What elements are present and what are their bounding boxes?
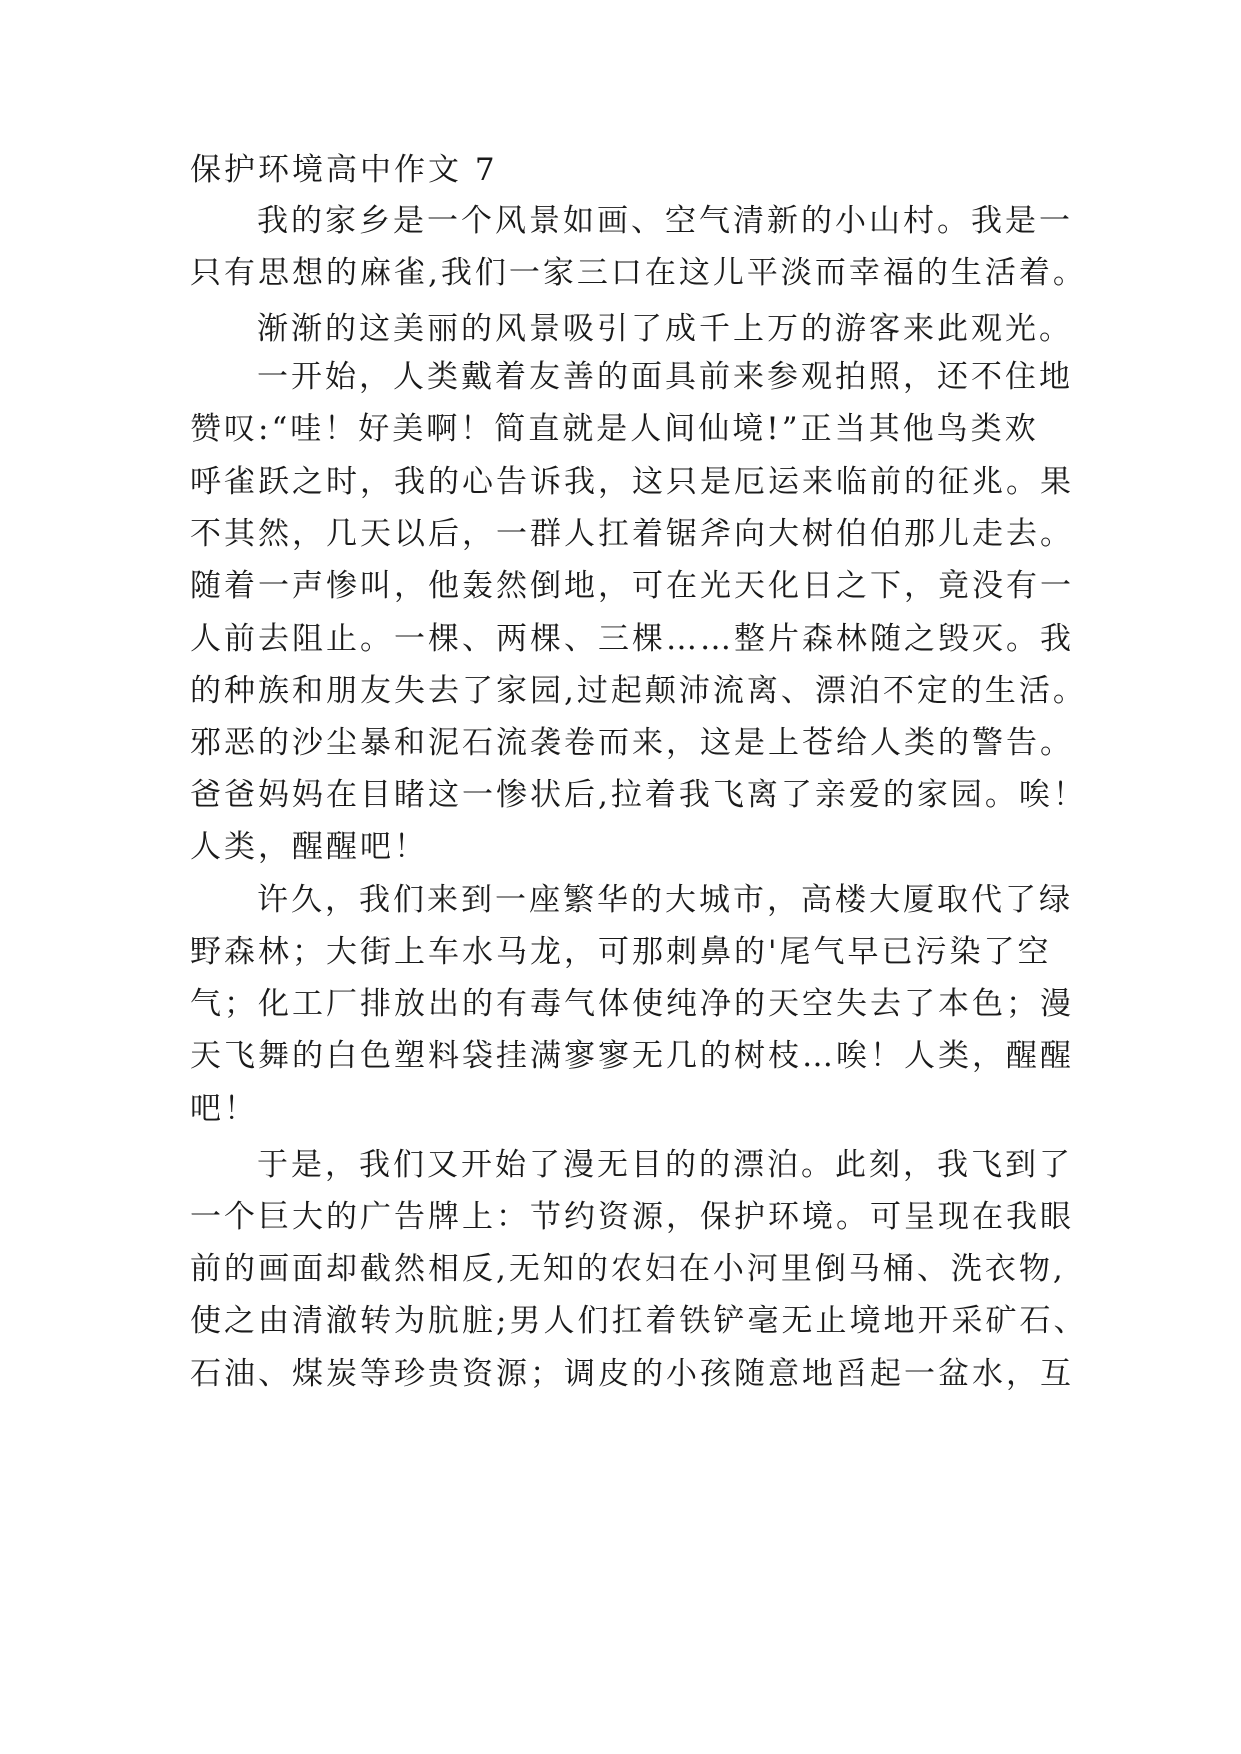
text-line: 随着一声惨叫，他轰然倒地，可在光天化日之下，竟没有一	[190, 568, 1074, 604]
text-line: 不其然，几天以后，一群人扛着锯斧向大树伯伯那儿走去。	[190, 516, 1074, 552]
text-line: 我的家乡是一个风景如画、空气清新的小山村。我是一	[257, 203, 1073, 239]
text-line: 于是，我们又开始了漫无目的的漂泊。此刻，我飞到了	[257, 1147, 1073, 1183]
text-line: 使之由清澈转为肮脏;男人们扛着铁铲毫无止境地开采矿石、	[190, 1303, 1088, 1339]
text-line: 许久，我们来到一座繁华的大城市，高楼大厦取代了绿	[257, 882, 1073, 918]
text-line: 呼雀跃之时，我的心告诉我，这只是厄运来临前的征兆。果	[190, 464, 1074, 500]
text-line: 吧！	[190, 1091, 258, 1127]
text-line: 石油、煤炭等珍贵资源；调皮的小孩随意地舀起一盆水，互	[190, 1356, 1074, 1392]
text-line: 一开始，人类戴着友善的面具前来参观拍照，还不住地	[257, 359, 1073, 395]
text-line: 人前去阻止。一棵、两棵、三棵……整片森林随之毁灭。我	[190, 621, 1074, 657]
text-line: 天飞舞的白色塑料袋挂满寥寥无几的树枝…唉！人类，醒醒	[190, 1038, 1074, 1074]
text-line: 前的画面却截然相反,无知的农妇在小河里倒马桶、洗衣物,	[190, 1251, 1066, 1287]
text-line: 的种族和朋友失去了家园,过起颠沛流离、漂泊不定的生活。	[190, 673, 1087, 709]
text-line: 一个巨大的广告牌上：节约资源，保护环境。可呈现在我眼	[190, 1199, 1074, 1235]
text-line: 气；化工厂排放出的有毒气体使纯净的天空失去了本色；漫	[190, 986, 1074, 1022]
text-line: 人类，醒醒吧！	[190, 829, 428, 865]
text-line: 赞叹:“哇！好美啊！简直就是人间仙境!”正当其他鸟类欢	[190, 411, 1039, 447]
text-line: 渐渐的这美丽的风景吸引了成千上万的游客来此观光。	[257, 311, 1073, 347]
text-line: 只有思想的麻雀,我们一家三口在这儿平淡而幸福的生活着。	[190, 255, 1087, 291]
text-line: 邪恶的沙尘暴和泥石流袭卷而来，这是上苍给人类的警告。	[190, 725, 1074, 761]
text-line: 爸爸妈妈在目睹这一惨状后,拉着我飞离了亲爱的家园。唉！	[190, 777, 1087, 813]
document-title: 保护环境高中作文 7	[190, 152, 498, 188]
text-line: 野森林；大街上车水马龙，可那刺鼻的'尾气早已污染了空	[190, 934, 1052, 970]
